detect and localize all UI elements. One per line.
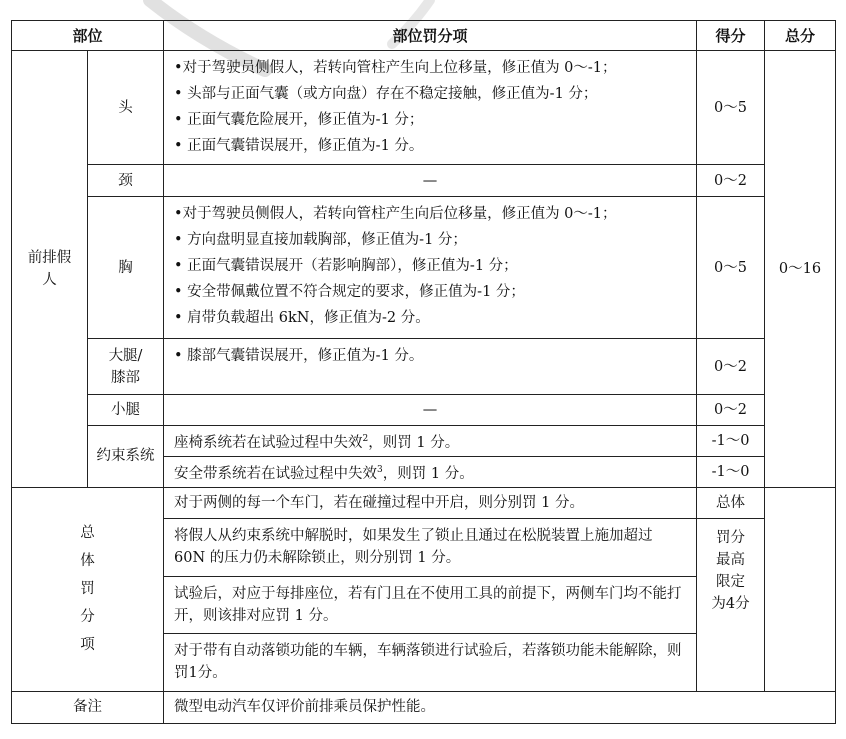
thigh-knee-label-2: 膝部 [111,369,140,386]
front-dummy-label-1: 前排假 [27,249,72,266]
thigh-knee-score: 0～2 [697,339,765,395]
lower-leg-score: 0～2 [697,395,765,426]
overall-word: 总体 [697,487,765,518]
restraint-seat-item [164,426,697,457]
overall-label-char: 罚 [80,581,95,598]
front-dummy-total: 0～16 [765,51,836,488]
lower-leg-label: 小腿 [88,395,164,426]
remarks-text: 微型电动汽车仅评价前排乘员保护性能。 [164,691,836,723]
cap-line: 最高 [716,551,746,568]
chest-score: 0～5 [697,197,765,339]
cap-line: 限定 [716,573,746,590]
restraint-label: 约束系统 [88,426,164,488]
overall-label [12,487,164,691]
neck-item: — [164,165,697,197]
chest-items [164,197,697,339]
belt-text: 安全带系统若在试验过程中失效 [174,465,378,482]
seat-footnote: 2 [362,434,369,444]
head-item: •对于驾驶员侧假人，若转向管柱产生向上位移量，修正值为 0～-1； [174,60,617,76]
header-part: 部位 [12,21,164,51]
row-door-open [12,487,836,518]
overall-cap [697,518,765,691]
overall-label-char: 总 [80,525,95,542]
thigh-knee-label-1: 大腿/ [108,347,143,364]
door-after-test-item: 试验后，对应于每排座位，若有门且在不使用工具的前提下，两侧车门均不能打开，则该排对应罚 1 分。 [164,576,697,633]
row-lower-leg [12,395,836,426]
overall-label-char: 分 [80,609,95,626]
cap-line: 罚分 [716,529,746,546]
lower-leg-item: — [164,395,697,426]
restraint-seat-score: -1～0 [697,426,765,457]
chest-item: •对于驾驶员侧假人，若转向管柱产生向后位移量，修正值为 0～-1； [174,206,617,222]
chest-item: • 肩带负载超出 6kN，修正值为-2 分。 [174,310,430,326]
head-item: • 正面气囊错误展开，修正值为-1 分。 [174,138,424,154]
header-total: 总分 [765,21,836,51]
row-neck [12,165,836,197]
head-item: • 正面气囊危险展开，修正值为-1 分； [174,112,424,128]
thigh-knee-label [88,339,164,395]
restraint-belt-item [164,456,697,487]
header-penalty-item: 部位罚分项 [164,21,697,51]
head-items [164,51,697,165]
thigh-knee-item: • 膝部气囊错误展开，修正值为-1 分。 [164,339,697,395]
overall-label-char: 项 [80,637,95,654]
auto-lock-item: 对于带有自动落锁功能的车辆，车辆落锁进行试验后，若落锁功能未能解除，则罚1分。 [164,633,697,691]
cap-line: 为4分 [711,595,750,612]
row-chest [12,197,836,339]
scoring-table [11,20,836,724]
remarks-label: 备注 [12,691,164,723]
restraint-belt-score: -1～0 [697,456,765,487]
belt-tail: ，则罚 1 分。 [382,465,474,482]
door-open-item: 对于两侧的每一个车门，若在碰撞过程中开启，则分别罚 1 分。 [164,487,697,518]
overall-label-char: 体 [80,553,95,570]
row-thigh-knee [12,339,836,395]
row-remarks [12,691,836,723]
chest-item: • 安全带佩戴位置不符合规定的要求，修正值为-1 分； [174,284,525,300]
head-score: 0～5 [697,51,765,165]
header-score: 得分 [697,21,765,51]
seat-text: 座椅系统若在试验过程中失效 [174,434,363,451]
neck-score: 0～2 [697,165,765,197]
header-row [12,21,836,51]
chest-label: 胸 [88,197,164,339]
chest-item: • 方向盘明显直接加载胸部，修正值为-1 分； [174,232,467,248]
release-item: 将假人从约束系统中解脱时，如果发生了锁止且通过在松脱装置上施加超过 60N 的压力仍未解除锁止，则分别罚 1 分。 [164,518,697,576]
seat-tail: ，则罚 1 分。 [368,434,460,451]
neck-label: 颈 [88,165,164,197]
row-head [12,51,836,165]
head-label: 头 [88,51,164,165]
front-dummy-label-2: 人 [42,271,57,288]
head-item: • 头部与正面气囊（或方向盘）存在不稳定接触，修正值为-1 分； [174,86,598,102]
overall-total-empty [765,487,836,691]
front-dummy-label [12,51,88,488]
belt-footnote: 3 [377,464,383,475]
chest-item: • 正面气囊错误展开（若影响胸部），修正值为-1 分； [174,258,518,274]
row-restraint-seat [12,426,836,457]
